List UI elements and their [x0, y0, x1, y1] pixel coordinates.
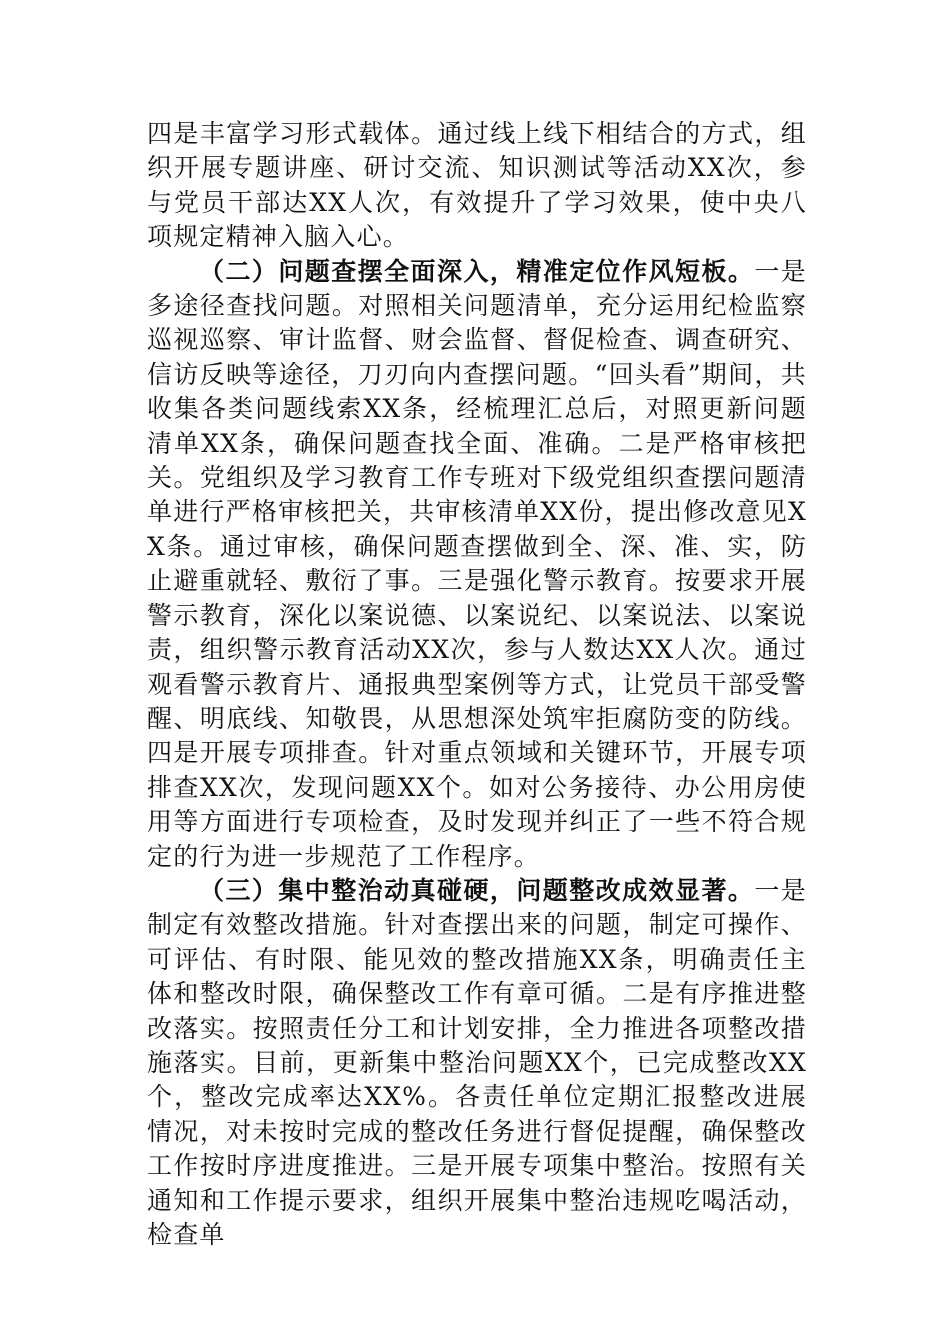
paragraph-rectification [147, 874, 807, 1252]
paragraph-problem-finding [147, 255, 807, 874]
section-heading-3: （三）集中整治动真碰硬，问题整改成效显著。 [199, 875, 755, 905]
paragraph-study-forms [147, 117, 807, 255]
paragraph-body: 一是多途径查找问题。对照相关问题清单，充分运用纪检监察巡视巡察、审计监督、财会监督、督促检查、调查研究、信访反映等途径，刀刃向内查摆问题。“回头看”期间，共收集各类问题线索XX条，经梳理汇总后，对照更新问题清单XX条，确保问题查找全面、准确。二是严格审核把关。党组织及学习教育工作专班对下级党组织查摆问题清单进行严格审核把关，共审核清单XX份，提出修改意见XX条。通过审核，确保问题查摆做到全、深、准、实，防止避重就轻、敷衍了事。三是强化警示教育。按要求开展警示教育，深化以案说德、以案说纪、以案说法、以案说责，组织警示教育活动XX次，参与人数达XX人次。通过观看警示教育片、通报典型案例等方式，让党员干部受警醒、明底线、知敬畏，从思想深处筑牢拒腐防变的防线。四是开展专项排查。针对重点领域和关键环节，开展专项排查XX次，发现问题XX个。如对公务接待、办公用房使用等方面进行专项检查，及时发现并纠正了一些不符合规定的行为进一步规范了工作程序。 [147, 256, 808, 871]
paragraph-body: 四是丰富学习形式载体。通过线上线下相结合的方式，组织开展专题讲座、研讨交流、知识测试等活动XX次，参与党员干部达XX人次，有效提升了学习效果，使中央八项规定精神入脑入心。 [147, 119, 807, 252]
document-page [147, 117, 807, 1252]
section-heading-2: （二）问题查摆全面深入，精准定位作风短板。 [199, 256, 755, 286]
paragraph-body: 一是制定有效整改措施。针对查摆出来的问题，制定可操作、可评估、有时限、能见效的整改措施XX条，明确责任主体和整改时限，确保整改工作有章可循。二是有序推进整改落实。按照责任分工和计划安排，全力推进各项整改措施落实。目前，更新集中整治问题XX个，已完成整改XX个，整改完成率达XX%。各责任单位定期汇报整改进展情况，对未按时完成的整改任务进行督促提醒，确保整改工作按时序进度推进。三是开展专项集中整治。按照有关通知和工作提示要求，组织开展集中整治违规吃喝活动，检查单 [147, 875, 808, 1249]
